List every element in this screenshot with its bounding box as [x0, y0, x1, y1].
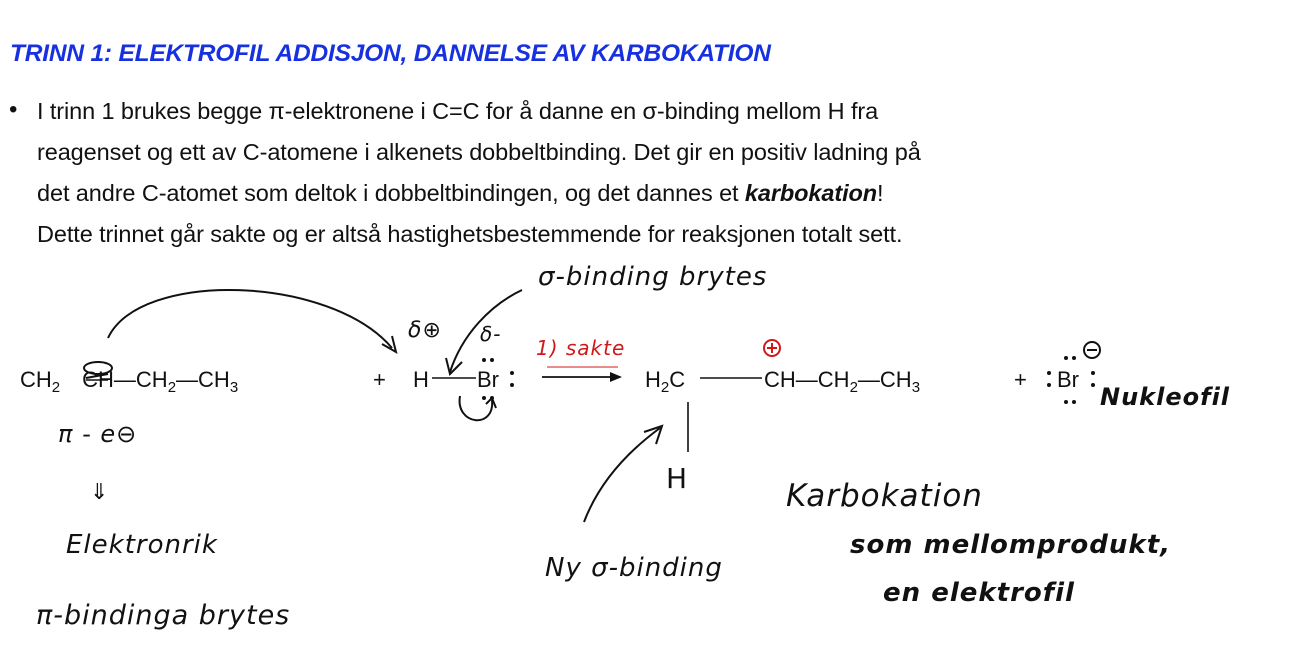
bromide-ion: Br	[1057, 367, 1079, 392]
bromide-lone-pair-dot	[1047, 371, 1051, 375]
bromide-lone-pair-dot	[1072, 356, 1076, 360]
product-h-below: H	[666, 462, 689, 495]
reaction-arrow-head	[610, 372, 622, 382]
bromide-lone-pair-dot	[1064, 356, 1068, 360]
br-lone-pair-dot	[490, 396, 494, 400]
reactant-ch-ch2: CH—CH	[82, 367, 168, 392]
annotation-carbocation: Karbokation	[786, 478, 983, 514]
product-ch2-sub: 2	[849, 379, 858, 396]
annotation-step-slow: 1) sakte	[536, 336, 626, 360]
product-ch3: —CH	[857, 367, 912, 392]
br-lone-pair-dot	[482, 358, 486, 362]
curved-arrow-br-loop	[460, 396, 493, 420]
product-ch3-sub: 3	[911, 379, 921, 396]
product-h2-sub: 2	[660, 379, 670, 396]
br-lone-pair-dot	[510, 383, 514, 387]
bullet-line-2: reagenset og ett av C-atomene i alkenets dobbeltbinding. Det gir en positiv ladning på	[37, 139, 921, 165]
annotation-nucleophile: Nukleofil	[1100, 383, 1231, 411]
annotation-down-arrow: ⇓	[90, 480, 110, 505]
plus-sign-2: +	[1014, 367, 1027, 392]
curved-arrow-sigma-break	[450, 290, 522, 372]
annotation-intermediate: som mellomprodukt,	[850, 530, 1171, 560]
annotation-new-sigma: Ny σ-binding	[545, 553, 723, 583]
bullet-line-3-start: det andre C-atomet som deltok i dobbeltbindingen, og det dannes et	[37, 180, 745, 206]
reactant-ch3-sub: 3	[229, 379, 239, 396]
bromide-lone-pair-dot	[1091, 383, 1095, 387]
bromide-lone-pair-dot	[1072, 400, 1076, 404]
reactant-ch2-c: CH	[20, 367, 52, 392]
bullet-line-1: I trinn 1 brukes begge π-elektronene i C=C for å danne en σ-binding mellom H fra	[37, 98, 879, 124]
annotation-delta-minus: δ-	[480, 322, 502, 346]
bromide-lone-pair-dot	[1064, 400, 1068, 404]
page-title: TRINN 1: ELEKTROFIL ADDISJON, DANNELSE AV KARBOKATION	[10, 40, 771, 67]
curved-arrow-pi-to-h	[108, 290, 392, 348]
hbr-hydrogen: H	[413, 367, 429, 392]
product-h: H	[645, 367, 661, 392]
product-c: C	[669, 367, 686, 392]
product-ch-ch2: CH—CH	[764, 367, 850, 392]
pi-electron-cloud	[84, 362, 112, 374]
br-lone-pair-dot	[490, 358, 494, 362]
annotation-electrophile: en elektrofil	[883, 578, 1075, 608]
bromide-lone-pair-dot	[1047, 383, 1051, 387]
reactant-ch2-sub-2: 2	[167, 379, 177, 396]
br-lone-pair-dot	[482, 396, 486, 400]
hbr-bromine: Br	[477, 367, 499, 392]
keyword-karbokation: karbokation	[744, 180, 878, 206]
annotation-pi-breaks: π-bindinga brytes	[36, 600, 291, 631]
bullet-line-4: Dette trinnet går sakte og er altså hastighetsbestemmende for reaksjonen totalt sett.	[37, 221, 903, 247]
br-lone-pair-dot	[510, 371, 514, 375]
annotation-electron-rich: Elektronrik	[66, 530, 218, 560]
bullet-line-3-end: !	[877, 180, 884, 206]
annotation-sigma-breaks: σ-binding brytes	[538, 262, 768, 292]
annotation-delta-plus: δ⊕	[408, 318, 442, 343]
reactant-ch2-sub: 2	[51, 379, 61, 396]
bromide-lone-pair-dot	[1091, 371, 1095, 375]
bullet-marker: •	[9, 96, 18, 123]
arrow-new-sigma	[584, 428, 660, 522]
plus-sign-1: +	[373, 367, 386, 392]
annotation-pi-electrons: π - e⊖	[58, 420, 138, 448]
reactant-ch3: —CH	[176, 367, 230, 392]
